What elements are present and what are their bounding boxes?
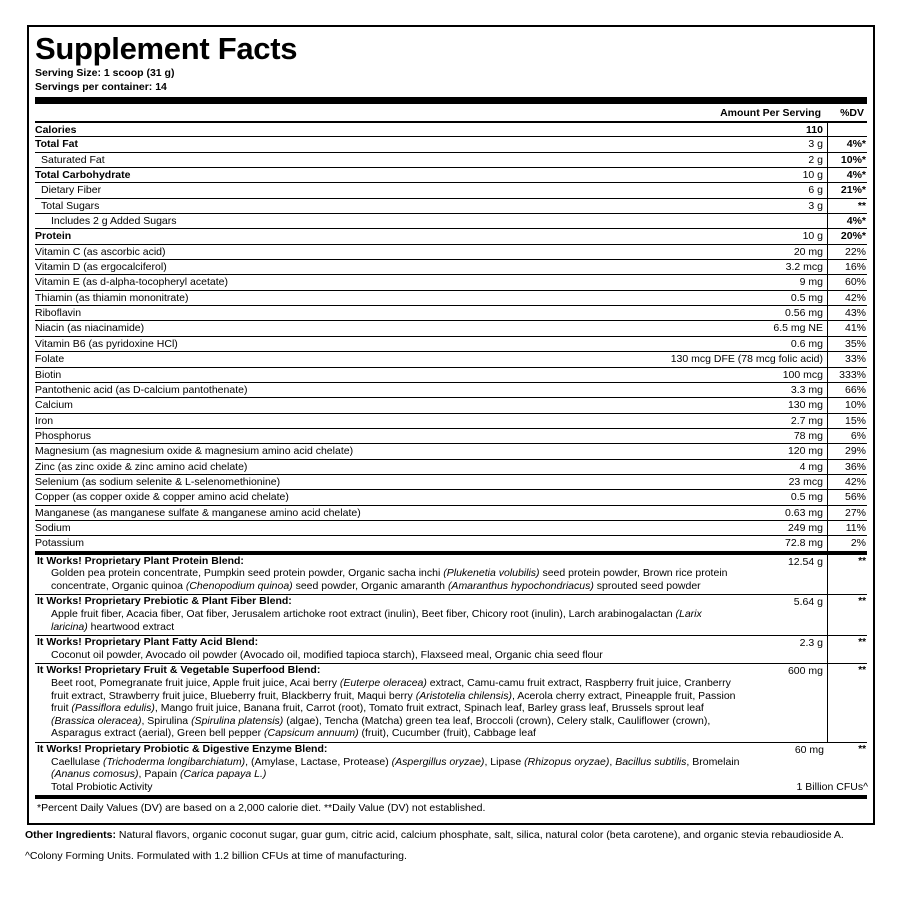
- nutrient-row: [35, 121, 867, 136]
- botanical-name: Bacillus subtilis: [615, 755, 687, 768]
- nutrient-dv: 27%: [844, 506, 866, 519]
- nutrient-row: [35, 198, 867, 213]
- nutrient-row: [35, 413, 867, 428]
- nutrient-row: [35, 428, 867, 443]
- botanical-name: (Passiflora edulis): [71, 702, 155, 715]
- nutrient-amount: 6.5 mg NE: [753, 321, 828, 335]
- nutrient-name: Dietary Fiber: [41, 184, 102, 197]
- ingredient-text: , (Amylase, Lactase, Protease): [245, 755, 392, 768]
- nutrient-name: Zinc (as zinc oxide & zinc amino acid chelate): [35, 460, 248, 473]
- blend-ingredients: [35, 756, 746, 781]
- ingredient-text: ,: [609, 755, 616, 768]
- nutrient-row: [35, 443, 867, 458]
- ingredient-text: heartwood extract: [87, 620, 175, 633]
- panel-title: Supplement Facts: [35, 31, 298, 66]
- blend-amount-value: 600 mg: [787, 665, 823, 678]
- blend-ingredients: [35, 608, 745, 633]
- nutrient-name: Sodium: [35, 521, 71, 534]
- ingredient-text: sprouted seed powder: [593, 579, 701, 592]
- nutrient-amount: 10 g: [753, 168, 828, 182]
- column-header: [35, 104, 867, 121]
- ingredient-text: Caellulase: [51, 755, 103, 768]
- blend-title: It Works! Proprietary Fruit & Vegetable Superfood Blend:: [37, 664, 321, 677]
- ingredient-text: seed protein powder, Brown rice protein concentrate, Organic quinoa: [51, 567, 728, 592]
- nutrient-dv: 22%: [844, 245, 866, 258]
- botanical-name: (Plukenetia volubilis): [443, 567, 540, 580]
- blend-body: [35, 664, 745, 742]
- nutrient-amount: 130 mcg DFE (78 mcg folic acid): [671, 352, 828, 366]
- botanical-name: (Larix laricina): [51, 608, 702, 633]
- nutrient-amount: 72.8 mg: [753, 536, 828, 550]
- nutrient-name: Iron: [35, 414, 54, 427]
- nutrient-amount: 100 mcg: [753, 368, 828, 382]
- botanical-name: (Amaranthus hypochondriacus): [447, 579, 594, 592]
- nutrient-name: Potassium: [35, 537, 85, 550]
- nutrient-name: Calories: [35, 124, 77, 136]
- botanical-name: (Chenopodium quinoa): [185, 579, 293, 592]
- nutrient-dv: 20%*: [840, 230, 866, 243]
- botanical-name: (Ananus comosus): [51, 768, 139, 781]
- nutrient-row: [35, 228, 867, 243]
- nutrient-amount: 3 g: [753, 137, 828, 151]
- nutrient-row: [35, 167, 867, 182]
- nutrient-dv: 66%: [844, 383, 866, 396]
- nutrient-name: Vitamin C (as ascorbic acid): [35, 245, 166, 258]
- nutrient-row: [35, 244, 867, 259]
- nutrient-amount: 0.6 mg: [753, 337, 828, 351]
- nutrient-name: Total Sugars: [41, 199, 100, 212]
- nutrient-amount: 0.56 mg: [753, 306, 828, 320]
- blend-amount: [745, 555, 828, 595]
- nutrient-dv: 4%*: [846, 215, 866, 228]
- nutrient-dv: 4%*: [846, 138, 866, 151]
- nutrient-dv: 10%*: [840, 153, 866, 166]
- nutrient-row: [35, 397, 867, 412]
- nutrient-row: [35, 505, 867, 520]
- blend-ingredients: [35, 649, 745, 662]
- nutrient-name: Niacin (as niacinamide): [35, 322, 145, 335]
- nutrient-dv: 35%: [844, 337, 866, 350]
- nutrient-name: Saturated Fat: [41, 153, 105, 166]
- nutrient-name: Folate: [35, 353, 65, 366]
- blend-body: [35, 555, 745, 595]
- nutrient-dv: 33%: [844, 353, 866, 366]
- probiotic-total: [35, 781, 746, 794]
- ingredient-text: (algae), Tencha (Matcha) green tea leaf, Broccoli (crown), Celery stalk, Cauliflower (crown), Asparagus extract (aerial), Green bell pepper: [51, 714, 711, 740]
- nutrient-name: Phosphorus: [35, 429, 92, 442]
- botanical-name: (Aristotelia chilensis): [415, 689, 512, 702]
- blend-dv: **: [858, 637, 866, 649]
- nutrient-dv: 60%: [844, 276, 866, 289]
- nutrient-dv: 21%*: [840, 184, 866, 197]
- ingredient-text: , Spirulina: [141, 714, 192, 727]
- nutrient-row: [35, 152, 867, 167]
- nutrient-name: Protein: [35, 230, 72, 243]
- nutrient-name: Copper (as copper oxide & copper amino acid chelate): [35, 491, 289, 504]
- botanical-name: (Spirulina platensis): [191, 714, 284, 727]
- blend-row: [35, 742, 867, 795]
- blend-title: It Works! Proprietary Plant Protein Blend:: [37, 554, 244, 567]
- nutrient-row: [35, 520, 867, 535]
- nutrient-row: [35, 367, 867, 382]
- nutrient-name: Total Carbohydrate: [35, 169, 131, 182]
- ingredient-text: seed powder, Organic amaranth: [292, 579, 448, 592]
- nutrient-name: Vitamin B6 (as pyridoxine HCl): [35, 337, 178, 350]
- blend-dv: **: [858, 665, 866, 677]
- nutrient-amount: 3.2 mcg: [753, 260, 828, 274]
- nutrient-name: Includes 2 g Added Sugars: [51, 215, 177, 228]
- nutrient-dv: 4%*: [846, 169, 866, 182]
- nutrient-dv: 333%: [839, 368, 866, 381]
- blend-amount-value: 2.3 g: [799, 637, 823, 650]
- nutrient-dv: 16%: [844, 261, 866, 274]
- nutrient-name: Riboflavin: [35, 307, 82, 320]
- nutrient-amount: 110: [753, 123, 828, 136]
- blend-row: [35, 555, 867, 595]
- ingredient-text: (fruit), Cucumber (fruit), Cabbage leaf: [358, 727, 536, 740]
- nutrient-name: Manganese (as manganese sulfate & manganese amino acid chelate): [35, 506, 361, 519]
- other-ingredients: [25, 829, 895, 842]
- nutrient-row: [35, 213, 867, 228]
- botanical-name: (Euterpe oleracea): [339, 676, 427, 689]
- nutrient-row: [35, 535, 867, 550]
- blend-amount-value: 5.64 g: [793, 596, 823, 609]
- blend-ingredients: [35, 567, 745, 592]
- nutrient-name: Thiamin (as thiamin mononitrate): [35, 291, 189, 304]
- nutrient-dv: 43%: [844, 307, 866, 320]
- nutrient-name: Biotin: [35, 368, 62, 381]
- blend-body: [35, 595, 745, 635]
- ingredient-text: extract, Camu-camu fruit extract, Raspberry fruit juice, Cranberry fruit extract, Strawberry fruit juice, Blueberry fruit, Blackberry fruit, Maqui berry: [51, 676, 731, 702]
- nutrient-dv: 29%: [844, 445, 866, 458]
- dv-footnote: *Percent Daily Values (DV) are based on a 2,000 calorie diet. **Daily Value (DV) not established.: [35, 795, 867, 815]
- nutrient-amount: 3.3 mg: [753, 383, 828, 397]
- nutrient-row: [35, 382, 867, 397]
- botanical-name: (Brassica oleracea): [51, 714, 142, 727]
- panel-inner: [35, 27, 867, 815]
- nutrient-name: Magnesium (as magnesium oxide & magnesium amino acid chelate): [35, 445, 354, 458]
- blend-amount-value: 60 mg: [794, 743, 824, 756]
- blend-amount: [745, 664, 828, 742]
- nutrient-amount: 4 mg: [753, 460, 828, 474]
- other-ingredients-text: Natural flavors, organic coconut sugar, guar gum, citric acid, calcium phosphate, salt, silica, natural color (beta carotene), and organic stevia rebaudioside A.: [116, 829, 844, 841]
- amount-header: Amount Per Serving: [720, 107, 821, 119]
- nutrient-row: [35, 136, 867, 151]
- blend-title: It Works! Proprietary Plant Fatty Acid Blend:: [37, 636, 259, 649]
- nutrient-row: [35, 474, 867, 489]
- probiotic-total-value: 1 Billion CFUs^: [796, 780, 868, 793]
- nutrient-row: [35, 305, 867, 320]
- nutrient-dv: 41%: [844, 322, 866, 335]
- blend-ingredients: [35, 677, 745, 740]
- blend-body: [35, 636, 745, 663]
- ingredient-text: , Mango fruit juice, Banana fruit, Carrot (root), Tomato fruit extract, Spinach leaf, Barley grass leaf, Brussels sprout leaf: [154, 702, 704, 715]
- nutrient-dv: 56%: [844, 491, 866, 504]
- nutrient-row: [35, 182, 867, 197]
- nutrient-name: Calcium: [35, 399, 73, 412]
- probiotic-total-label: Total Probiotic Activity: [51, 780, 153, 793]
- blend-dv: **: [858, 555, 866, 567]
- nutrient-dv: 10%: [844, 399, 866, 412]
- nutrient-dv: 2%: [850, 537, 866, 550]
- thick-divider: [35, 97, 867, 104]
- nutrient-name: Selenium (as sodium selenite & L-selenomethionine): [35, 475, 281, 488]
- blend-dv: **: [858, 596, 866, 608]
- nutrient-table: [35, 121, 867, 551]
- nutrient-dv: 42%: [844, 291, 866, 304]
- botanical-name: (Aspergillus oryzae): [391, 755, 485, 768]
- ingredient-text: , Acerola cherry extract, Pineapple fruit, Passion fruit: [51, 689, 736, 715]
- nutrient-amount: 2 g: [753, 153, 828, 167]
- nutrient-name: Vitamin E (as d-alpha-tocopheryl acetate): [35, 276, 228, 289]
- botanical-name: (Trichoderma longibarchiatum): [102, 755, 246, 768]
- blend-title: It Works! Proprietary Prebiotic & Plant Fiber Blend:: [37, 595, 292, 608]
- nutrient-amount: 120 mg: [753, 444, 828, 458]
- blend-title: It Works! Proprietary Probiotic & Digestive Enzyme Blend:: [37, 742, 328, 755]
- nutrient-amount: 20 mg: [753, 245, 828, 259]
- nutrient-name: Vitamin D (as ergocalciferol): [35, 261, 167, 274]
- servings-per-container: Servings per container: 14: [35, 81, 167, 93]
- blend-amount-value: 12.54 g: [787, 555, 823, 568]
- nutrient-row: [35, 336, 867, 351]
- ingredient-text: Coconut oil powder, Avocado oil powder (Avocado oil, modified tapioca starch), Flaxseed meal, Organic chia seed flour: [51, 648, 603, 661]
- botanical-name: (Rhizopus oryzae): [524, 755, 610, 768]
- nutrient-amount: 10 g: [753, 229, 828, 243]
- nutrient-amount: 6 g: [753, 183, 828, 197]
- nutrient-dv: 15%: [844, 414, 866, 427]
- ingredient-text: Golden pea protein concentrate, Pumpkin seed protein powder, Organic sacha inchi: [51, 567, 444, 580]
- nutrient-row: [35, 351, 867, 366]
- nutrient-name: Total Fat: [35, 138, 78, 151]
- nutrient-amount: 78 mg: [753, 429, 828, 443]
- ingredient-text: Apple fruit fiber, Acacia fiber, Oat fiber, Jerusalem artichoke root extract (inulin), Beet fiber, Chicory root (inulin), Larch arabinogalactan: [51, 608, 676, 620]
- nutrient-name: Pantothenic acid (as D-calcium pantothenate): [35, 383, 248, 396]
- nutrient-dv: 36%: [844, 460, 866, 473]
- cfu-note: ^Colony Forming Units. Formulated with 1.2 billion CFUs at time of manufacturing.: [25, 850, 407, 862]
- nutrient-amount: 3 g: [753, 199, 828, 213]
- serving-size: Serving Size: 1 scoop (31 g): [35, 67, 175, 79]
- blend-amount: [745, 636, 828, 663]
- nutrient-amount: 0.5 mg: [753, 291, 828, 305]
- nutrient-dv: [828, 123, 867, 136]
- botanical-name: (Carica papaya L.): [180, 768, 267, 781]
- ingredient-text: , Lipase: [484, 755, 525, 768]
- nutrient-amount: [753, 214, 828, 228]
- nutrient-row: [35, 290, 867, 305]
- nutrient-amount: 0.63 mg: [753, 506, 828, 520]
- blend-amount: [746, 743, 868, 795]
- nutrient-amount: 130 mg: [753, 398, 828, 412]
- nutrient-dv: 11%: [845, 521, 866, 534]
- ingredient-text: , Bromelain: [686, 755, 740, 768]
- nutrient-row: [35, 259, 867, 274]
- nutrient-row: [35, 459, 867, 474]
- ingredient-text: , Papain: [138, 768, 180, 781]
- nutrient-amount: 23 mcg: [753, 475, 828, 489]
- blend-row: [35, 663, 867, 742]
- nutrient-dv: 6%: [850, 429, 866, 442]
- nutrient-row: [35, 274, 867, 289]
- nutrient-amount: 249 mg: [753, 521, 828, 535]
- nutrient-dv: **: [857, 199, 866, 212]
- botanical-name: (Capsicum annuum): [264, 727, 359, 740]
- blend-body: [35, 743, 746, 795]
- nutrient-row: [35, 489, 867, 504]
- nutrient-amount: 2.7 mg: [753, 414, 828, 428]
- blend-section: [35, 555, 867, 796]
- blend-row: [35, 635, 867, 663]
- blend-row: [35, 594, 867, 635]
- dv-header: %DV: [840, 107, 864, 119]
- ingredient-text: Beet root, Pomegranate fruit juice, Apple fruit juice, Acai berry: [51, 676, 340, 689]
- blend-dv: **: [858, 743, 866, 755]
- nutrient-amount: 9 mg: [753, 275, 828, 289]
- blend-amount: [745, 595, 828, 635]
- nutrient-row: [35, 320, 867, 335]
- supplement-facts-panel: [27, 25, 875, 825]
- other-ingredients-label: Other Ingredients:: [25, 829, 117, 841]
- nutrient-amount: 0.5 mg: [753, 490, 828, 504]
- nutrient-dv: 42%: [844, 475, 866, 488]
